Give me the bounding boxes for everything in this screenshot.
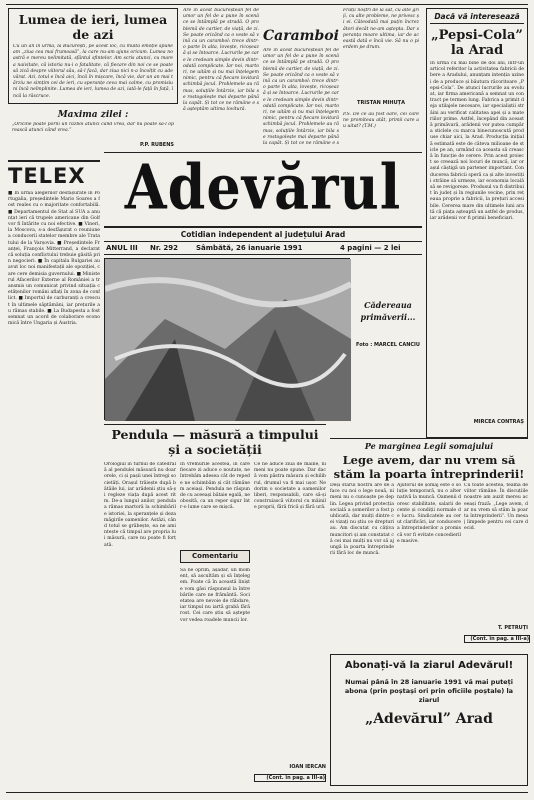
pendula-rule (104, 424, 326, 425)
top-left-body: Cu un an în urmă, la București, pe acest loc, cu multă emoție spuneam „ziua cea mai frumoasă”, la care nu-am ajuns oricum. Lumea noastră e mereu nelimitată, sfântul sfintelor. Am scris atunci, cu marea naivitate, că istoria nu-i o fatalitate, că fiecare din noi ce se poate să zică despre viitorul său, să-l facă, dar ziua nici n-a încolțit cu adevărat. Azi, totul e încă aici, încă în mișcare, încă vie, dar un an mai târziu ne simțim cei de ieri, cu speranțe ceva mai calme, cu promisiuni încă neîmplinite. Lumea de ieri, lumea de azi, iată-le față în față, încă la răscruce. (13, 44, 173, 99)
top-middle-article (183, 8, 421, 148)
legi-header: Pe marginea Legii somajului (364, 441, 494, 451)
masthead-rule-low (104, 241, 422, 242)
front-photo (104, 258, 350, 420)
legi-signature: T. PETRUȚI (498, 625, 528, 631)
top-middle-signature: TRISTAN MIHUȚA (357, 100, 405, 106)
legi-article (330, 438, 528, 650)
photo-caption-title: Cădereaua (364, 300, 412, 310)
photo-building-illustration (105, 259, 351, 421)
legi-col3: Cu toate acestea, teama de viitor rămâne. În discuțiile noastre am auzit mereu aceeași frază: „Lege avem, dar nu vrem să stăm la poarta întreprinderii”. Un mesaj limpede pentru cei care decid. (464, 483, 528, 532)
masthead-rule-mid (104, 226, 422, 228)
legi-col2: Ajutorul de șomaj este o soluție temporară, nu o alternativă la muncă. Oamenii doresc stabilitate, salarii decente și condiții normale de lucru. Sindicatele au cerut clarificări, iar conducerea întreprinderilor a promis că vor fi evitate concedierile masive. (397, 483, 461, 544)
pendula-col2: În vremurile acestea, în care fiecare zi aduce o noutate, ne întrebăm adesea cât de repede ne schimbăm și cât rămânem aceiași. Pendula ne răspunde cu aceeași bătaie egală, neobosită, ca un reper sigur într-o lume care se mișcă. (180, 462, 250, 511)
pendula-col3: Să ne oprim, așadar, un moment, să ascultăm și să înțelegem. Poate că în această liniște vom găsi răspunsul la întrebările care ne frământă. Societatea are nevoie de răbdare, iar timpul nu iartă grabă fără rost. Cei care știu să aștepte vor vedea roadele muncii lor. (180, 568, 250, 623)
telex-title: TELEX (8, 164, 86, 188)
right-body: În urmă cu mai bine de doi ani, într-un articol referitor la activitatea fabricii de bere a Aradului, anunțam intenția uzinei de a produce și băutura răcoritoare „Pepsi-Cola”. De atunci lucrurile au evoluat, iar firma americană a semnat un contract pe termen lung. Fabrica a primit deja utilajele necesare, iar specialiștii străini au verificat calitatea apei și a materiilor prime. Astfel, începând din această primăvară, arădenii vor putea cumpăra sticlele cu marca binecunoscută produse chiar aici, la Arad. Producția inițială estimată este de câteva milioane de sticle pe an, urmând ca aceasta să crească în funcție de cerere. Prin acest proiect se creează noi locuri de muncă, iar orașul câștigă un partener important. Conducerea fabricii speră ca și alte investiții străine să urmeze, iar economia locală să se revigoreze. Produsul va fi distribuit în județ și în regiunile vecine, prin rețeaua proprie a fabricii, la prețuri accesibile. Cererea mare din ultimele luni arată că piața așteaptă un astfel de produs, iar arădenii vor fi primii beneficiari. (430, 61, 524, 222)
bottom-rule (6, 792, 528, 793)
maxim-text: „Oricine poate porni un război atunci când vrea, dar nu poate să-l oprească atunci când vrea.” (12, 122, 174, 134)
top-left-article (8, 8, 178, 104)
masthead-date: Sâmbătă, 26 ianuarie 1991 (196, 244, 303, 252)
top-middle-body-a: Are în acest bucureștean fel de umor un fel de a pune în scenă ce se întâmplă pe stradă. O problemă de cartier, de viață, de zi. Se poate oricând ca o veste să vină ca un carambol: trece dintr-o parte în alta, lovește, ricoșează și se întoarce. Lucrurile pe care le credeam simple devin dintr-odată complicate. Iar noi, martori, ne uităm și nu mai înțelegem nimic, pentru că fiecare lovitură schimbă jocul. Problemele au rămas, soluțiile întârzie, iar bila se rostogolește mai departe până la capăt. Și tot ce ne rămâne e să așteptăm ultima lovitură. (183, 8, 259, 113)
masthead-rule-bottom (104, 254, 422, 255)
pendula-continued: (Cont. în pag. a III-a) (254, 774, 326, 782)
pendula-comment-label: Comentariu (180, 550, 250, 563)
legi-title: Lege avem, dar nu vrem să stăm la poarta întreprinderii! (333, 453, 525, 481)
legi-col1: Deși starul nostru are de a face cu noi o lege nouă, nimeni nu o cunoaște pe deplin. Legea privind protecția socială a șomerilor a fost publicată, dar mulți dintre cei vizați nu știu ce drepturi au. Am discutat cu câțiva muncitori și am constatat că cei mai mulți nu vor să ajungă la poarta întreprinderii fără loc de muncă. (330, 483, 394, 557)
photo-caption-credit: Foto : MARCEL CANCIU (356, 342, 420, 348)
top-middle-body-b: Are în acest bucureștean fel de umor un fel de a pune în scenă ce se întâmplă pe stradă. O problemă de cartier, de viață, de zi. Se poate oricând ca o veste să vină ca un carambol: trece dintr-o parte în alta, lovește, ricoșează și se întoarce. Lucrurile pe care le credeam simple devin dintr-odată complicate. Iar noi, martori, ne uităm și nu mai înțelegem nimic, pentru că fiecare lovitură schimbă jocul. Problemele au rămas, soluțiile întârzie, iar bila se rostogolește mai departe până la capăt. Și tot ce ne rămâne e s (263, 48, 339, 146)
masthead-year: ANUL III (106, 244, 138, 252)
pendula-col1: Orologiul în turnul de catedrală al pendulei măsoară nu doar orele, ci și pașii unei întregi societăți. Orașul trăiește după bătăile lui, iar arădenii știu să-și regleze viața după acest ritm. De-a lungul anilor, pendula a rămas martoră la schimbările istoriei, la speranțele și dezamăgirile oamenilor. Astăzi, când totul se grăbește, ea ne amintește că timpul are propria lui măsură, care nu poate fi forțată. (104, 462, 176, 548)
photo-caption-subtitle: primăverii... (360, 312, 416, 322)
telex-box (8, 160, 100, 788)
legi-continued: (Cont. în pag. a III-a) (464, 635, 530, 643)
subscribe-name: „Adevărul” Arad (365, 711, 493, 727)
subscribe-title: Abonați-vă la ziarul Adevărul! (344, 660, 514, 671)
masthead-price: 4 pagini — 2 lei (340, 244, 401, 252)
right-signature: MIRCEA CONTRAȘ (473, 419, 524, 425)
telex-body: ■ În urma alegerilor desfășurate în Portugalia, președintele Mario Soares a fost reales cu o majoritate confortabilă. ■ Departamentul de Stat al SUA a anunțat ieri că trupele americane din Golf vor fi întărite cu noi efective. ■ Vineri, la Moscova, s-a desfășurat o reuniune a conducerii statelor membre ale Tratatului de la Varșovia. ■ Președintele Franței, François Mitterrand, a declarat că soluția conflictului trebuie găsită prin negocieri. ■ În capitala Bulgariei au avut loc noi manifestații ale opoziției, care cere demisia guvernului. ■ Ministerul Afacerilor Externe al României a transmis un comunicat privind situația cetățenilor români aflați în zona de conflict. ■ Importul de carburanți a crescut în ultimele săptămâni, iar prețurile au rămas stabile. ■ La Budapesta a fost semnat un acord de colaborare economică între Ungaria și Austria. (8, 191, 100, 327)
maxim-author: P.P. RUBENS (140, 142, 174, 148)
top-rule (6, 4, 528, 5)
top-middle-ps: P.S. De ce au fost oare, cei care ne promiteau atât, primii care au uitat? (T.M.) (343, 112, 419, 130)
top-middle-title: Caramboi (263, 28, 339, 44)
subscribe-body: Numai până în 28 ianuarie 1991 vă mai puteți abona (prin poștași ori prin oficiile poștale) la ziarul (344, 678, 514, 704)
maxim-label: Maxima zilei : (57, 110, 129, 120)
masthead-title: Adevărul (124, 150, 402, 224)
top-left-title: Lumea de ieri, lumea de azi (18, 12, 168, 42)
right-header: Dacă vă interesează (430, 12, 524, 24)
subscribe-box (330, 654, 528, 786)
masthead-number: Nr. 292 (150, 244, 179, 252)
right-column (426, 8, 528, 438)
pendula-title: Pendula — măsură a timpului și a societății (111, 427, 319, 457)
photo-caption (354, 300, 422, 410)
top-middle-body-c: Frații noștri de la sat, cu alte griji, cu alte probleme, ne privesc și ei. Câteodată mai puțin încrezători decât ne-am aștepta. Dar speranța moare ultima, iar de această dată e încă vie. Să nu o pierdem pe drum. (343, 8, 419, 51)
pendula-col4: Ce ne aduce ziua de mâine, nimeni nu poate spune. Dar dacă vom păstra măsura și echilibrul, drumul va fi mai ușor. Ne dorim o societate a oamenilor liberi, responsabili, care să-și construiască viitorul cu mâinile proprii, fără frică și fără ură. (254, 462, 326, 511)
masthead-subtitle: Cotidian independent al județului Arad (180, 230, 346, 239)
pendula-signature: IOAN IERCAN (289, 764, 326, 770)
right-headline: „Pepsi-Cola” la Arad (431, 28, 523, 58)
